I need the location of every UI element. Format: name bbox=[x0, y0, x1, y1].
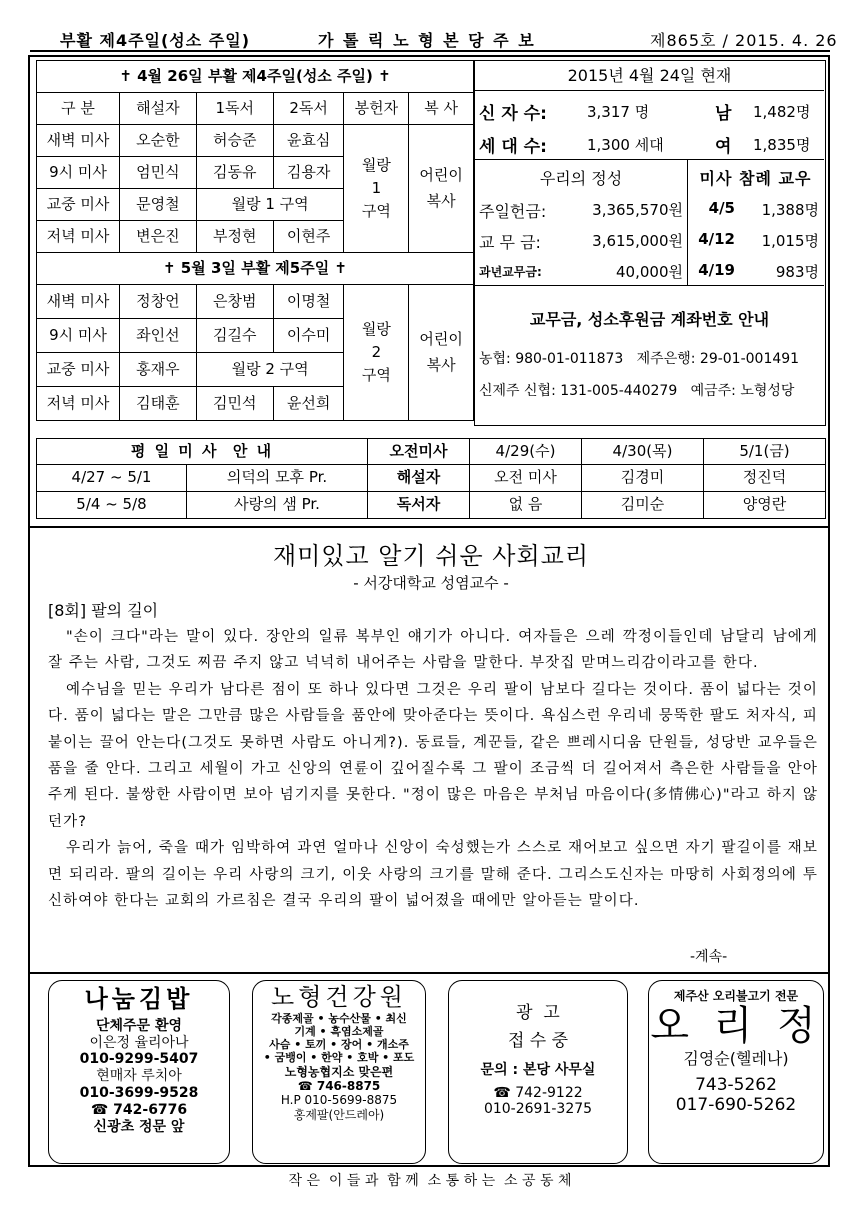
table-cell: 월랑 1 구역 bbox=[196, 189, 344, 221]
table-cell: 새벽 미사 bbox=[37, 285, 120, 319]
header-divider bbox=[30, 50, 830, 52]
table-cell: 이명철 bbox=[273, 285, 344, 319]
col-header: 1독서 bbox=[196, 93, 273, 125]
table-cell: 저녁 미사 bbox=[37, 387, 120, 421]
table-cell: 월랑 bbox=[361, 155, 391, 174]
table-cell: 어린이 bbox=[419, 330, 463, 349]
offering-group-1 bbox=[344, 125, 409, 253]
female-label: 여 bbox=[715, 137, 732, 157]
table-cell: 김경미 bbox=[582, 465, 704, 492]
table-cell: 김태훈 bbox=[119, 387, 196, 421]
ad-phone: 010-2691-3275 bbox=[483, 1101, 593, 1118]
ad-text: 김영순(헬레나) bbox=[683, 1049, 789, 1069]
table-cell: 김동유 bbox=[196, 157, 273, 189]
table-cell: 새벽 미사 bbox=[37, 125, 120, 157]
ad-phone: ☎ 742-9122 bbox=[493, 1084, 583, 1101]
table-cell: 김민석 bbox=[196, 387, 273, 421]
week-theme: 사랑의 샘 Pr. bbox=[187, 492, 368, 519]
ad-health bbox=[252, 980, 426, 1164]
table-cell: 구역 bbox=[361, 202, 391, 221]
offering-label: 주일헌금: bbox=[479, 202, 547, 221]
attendance-date: 4/5 bbox=[708, 199, 735, 217]
ad-placeholder bbox=[448, 980, 628, 1164]
households-count: 1,300 세대 bbox=[587, 136, 664, 154]
ad-duck-restaurant bbox=[648, 980, 824, 1164]
article-paragraph: "손이 크다"라는 말이 있다. 장안의 일류 복부인 얘기가 아니다. 여자들은 으레 깍정이들인데 남달리 남에게 잘 주는 사람, 그것도 찌끔 주지 않고 넉넉히 내어주는 사람을 말한다. 부잣집 맏며느리감이라고를 한다. bbox=[48, 629, 818, 672]
attendance-count: 983명 bbox=[775, 263, 819, 281]
ad-text: 제주산 오리불고기 전문 bbox=[673, 989, 799, 1003]
date-header: 4/30(목) bbox=[582, 439, 704, 465]
schedule-title-2: ✝ 5월 3일 부활 제5주일 ✝ bbox=[37, 253, 474, 285]
article-title: 재미있고 알기 쉬운 사회교리 bbox=[272, 542, 590, 570]
offering-label: 과년교무금: bbox=[479, 265, 542, 279]
table-cell: 윤선희 bbox=[273, 387, 344, 421]
server-group-2 bbox=[409, 285, 474, 421]
offering-value: 3,365,570원 bbox=[592, 201, 683, 219]
table-cell: 엄민식 bbox=[119, 157, 196, 189]
date-header: 4/29(수) bbox=[470, 439, 582, 465]
table-cell: 저녁 미사 bbox=[37, 221, 120, 253]
table-cell: 구역 bbox=[361, 366, 391, 385]
table-cell: 정창언 bbox=[119, 285, 196, 319]
stats-date: 2015년 4월 24일 현재 bbox=[475, 61, 824, 91]
table-cell: 문영철 bbox=[119, 189, 196, 221]
ad-phone: H.P 010-5699-8875 bbox=[280, 1093, 398, 1108]
ad-title: 광 고 bbox=[516, 1003, 560, 1023]
believers-label: 신 자 수: bbox=[479, 104, 547, 124]
table-cell: 은창범 bbox=[196, 285, 273, 319]
article-body bbox=[48, 624, 818, 914]
attendance-date: 4/19 bbox=[698, 261, 735, 279]
table-cell: 9시 미사 bbox=[37, 157, 120, 189]
article-episode: [8회] 팔의 길이 bbox=[48, 601, 159, 620]
date-header: 5/1(금) bbox=[704, 439, 826, 465]
article-paragraph: 예수님을 믿는 우리가 남다른 점이 또 하나 있다면 그것은 우리 팔이 남보다 길다는 것이다. 품이 넓다는 것이다. 품이 넓다는 말은 그만큼 많은 사람들을 품안에 맞아준다는 뜻이다. 욕심스런 우리네 뭉뚝한 팔도 처자식, 피붙이는 끌어 안는다(그것도 못하면 사람도 아니게?). 동료들, 계꾼들, 같은 쁘레시디움 단원들, 성당반 교우들은 품을 줄 안다. 그리고 세월이 가고 신앙의 연륜이 깊어질수록 그 팔이 조금씩 더 길어져서 측은한 사람들을 안아 주게 된다. 불쌍한 사람이면 보아 넘기지를 못한다. "정이 많은 마음은 부처님 마음이다(多情佛心)"라고 하지 않던가? bbox=[48, 681, 818, 830]
role-label: 해설자 bbox=[368, 465, 470, 492]
col-header: 봉헌자 bbox=[344, 93, 409, 125]
morning-mass-label: 오전미사 bbox=[368, 439, 470, 465]
table-cell: 어린이 bbox=[419, 166, 463, 185]
offering-value: 3,615,000원 bbox=[592, 232, 683, 250]
table-cell: 오전 미사 bbox=[470, 465, 582, 492]
ad-phone: 743-5262 bbox=[695, 1074, 777, 1095]
ad-phone: ☎ 746-8875 bbox=[297, 1078, 381, 1093]
ad-title: 노형건강원 bbox=[271, 983, 407, 1011]
weekday-title: 평 일 미 사 안 내 bbox=[37, 439, 368, 465]
table-cell: 부정현 bbox=[196, 221, 273, 253]
article-author: - 서강대학교 성염교수 - bbox=[353, 574, 509, 592]
weekday-mass-table bbox=[36, 438, 826, 519]
table-cell: 윤효심 bbox=[273, 125, 344, 157]
header-title: 가 톨 릭 노 형 본 당 주 보 bbox=[318, 31, 536, 50]
ad-phone: 010-9299-5407 bbox=[79, 1051, 199, 1068]
col-header: 2독서 bbox=[273, 93, 344, 125]
col-header: 해설자 bbox=[119, 93, 196, 125]
table-cell: 교중 미사 bbox=[37, 189, 120, 221]
table-cell: 오순한 bbox=[119, 125, 196, 157]
account-line-2: 신제주 신협: 131-005-440279 예금주: 노형성당 bbox=[479, 383, 795, 399]
table-cell: 이수미 bbox=[273, 319, 344, 353]
ad-text: 기계 • 흑염소제골 bbox=[294, 1024, 384, 1038]
section-divider bbox=[28, 972, 830, 974]
ad-phone: ☎ 742-6776 bbox=[90, 1101, 188, 1118]
ad-phone: 017-690-5262 bbox=[675, 1094, 797, 1115]
table-cell: 정진덕 bbox=[704, 465, 826, 492]
table-cell: 김미순 bbox=[582, 492, 704, 519]
ad-kimbap bbox=[48, 980, 230, 1164]
attendance-date: 4/12 bbox=[698, 230, 735, 248]
server-group-1 bbox=[409, 125, 474, 253]
offering-group-2 bbox=[344, 285, 409, 421]
ad-text: 단체주문 환영 bbox=[95, 1017, 183, 1034]
role-label: 독서자 bbox=[368, 492, 470, 519]
male-count: 1,482명 bbox=[753, 103, 811, 121]
ad-text: 문의 : 본당 사무실 bbox=[480, 1061, 596, 1078]
account-line-1: 농협: 980-01-011873 제주은행: 29-01-001491 bbox=[479, 351, 800, 367]
col-header: 복 사 bbox=[409, 93, 474, 125]
issue-number: 제865호 / 2015. 4. 26 bbox=[650, 31, 838, 50]
account-title: 교무금, 성소후원금 계좌번호 안내 bbox=[529, 310, 770, 329]
attendance-count: 1,388명 bbox=[761, 201, 819, 219]
table-cell: 월랑 bbox=[361, 319, 391, 338]
table-cell: 월랑 2 구역 bbox=[196, 353, 344, 387]
ad-text: 접 수 중 bbox=[507, 1031, 569, 1052]
table-cell: 김길수 bbox=[196, 319, 273, 353]
female-count: 1,835명 bbox=[753, 136, 811, 154]
ad-text: • 굼뱅이 • 한약 • 호박 • 포도 bbox=[263, 1051, 415, 1065]
ad-text: 노형농협지소 맞은편 bbox=[284, 1064, 394, 1079]
col-header: 구 분 bbox=[37, 93, 120, 125]
week-range: 4/27 ~ 5/1 bbox=[37, 465, 187, 492]
ad-text: 홍제팔(안드레아) bbox=[293, 1107, 385, 1122]
table-cell: 복사 bbox=[426, 191, 456, 210]
table-cell: 변은진 bbox=[119, 221, 196, 253]
table-cell: 1 bbox=[371, 178, 382, 197]
week-theme: 의덕의 모후 Pr. bbox=[187, 465, 368, 492]
table-cell: 허승준 bbox=[196, 125, 273, 157]
section-divider bbox=[28, 526, 830, 528]
mass-schedule bbox=[36, 60, 474, 421]
article-continued: -계속- bbox=[690, 949, 728, 965]
table-cell: 홍재우 bbox=[119, 353, 196, 387]
ad-text: 현매자 루치아 bbox=[96, 1068, 182, 1085]
ad-phone: 010-3699-9528 bbox=[79, 1084, 199, 1101]
table-cell: 양영란 bbox=[704, 492, 826, 519]
believers-count: 3,317 명 bbox=[587, 103, 650, 121]
footer-motto: 작 은 이 들 과 함 께 소 통 하 는 소 공 동 체 bbox=[288, 1173, 572, 1189]
table-cell: 교중 미사 bbox=[37, 353, 120, 387]
ad-text: 각종제골 • 농수산물 • 최신 bbox=[271, 1011, 407, 1025]
table-cell: 이현주 bbox=[273, 221, 344, 253]
offering-value: 40,000원 bbox=[616, 263, 683, 281]
parish-stats bbox=[474, 60, 826, 426]
divider bbox=[475, 159, 824, 160]
table-cell: 없 음 bbox=[470, 492, 582, 519]
offering-title: 우리의 정성 bbox=[539, 169, 623, 188]
offering-label: 교 무 금: bbox=[479, 233, 541, 252]
divider bbox=[475, 285, 824, 286]
ad-text: 신광초 정문 앞 bbox=[93, 1118, 185, 1135]
table-cell: 좌인선 bbox=[119, 319, 196, 353]
article-paragraph: 우리가 늙어, 죽을 때가 임박하여 과연 얼마나 신앙이 숙성했는가 스스로 재어보고 싶으면 자기 팔길이를 재보면 되리라. 팔의 길이는 우리 사랑의 크기, 이웃 사랑의 크기를 말해 준다. 그리스도신자는 마땅히 사회정의에 투신하여야 한다는 교회의 가르침은 결국 우리의 팔이 넓어졌을 때에만 알아듣는 말이다. bbox=[48, 840, 818, 910]
attendance-title: 미사 참례 교우 bbox=[699, 169, 812, 188]
table-cell: 김용자 bbox=[273, 157, 344, 189]
male-label: 남 bbox=[715, 104, 732, 124]
ad-text: 이은정 율리아나 bbox=[89, 1034, 189, 1051]
table-cell: 9시 미사 bbox=[37, 319, 120, 353]
header-left: 부활 제4주일(성소 주일) bbox=[60, 31, 251, 50]
ad-title: 오 리 정 bbox=[650, 1003, 822, 1050]
ad-text: 사슴 • 토끼 • 장어 • 개소주 bbox=[269, 1038, 409, 1052]
table-cell: 2 bbox=[371, 342, 382, 361]
attendance-count: 1,015명 bbox=[761, 232, 819, 250]
schedule-title-1: ✝ 4월 26일 부활 제4주일(성소 주일) ✝ bbox=[37, 61, 474, 93]
ad-title: 나눔김밥 bbox=[84, 985, 194, 1013]
households-label: 세 대 수: bbox=[479, 137, 547, 157]
week-range: 5/4 ~ 5/8 bbox=[37, 492, 187, 519]
table-cell: 복사 bbox=[426, 355, 456, 374]
